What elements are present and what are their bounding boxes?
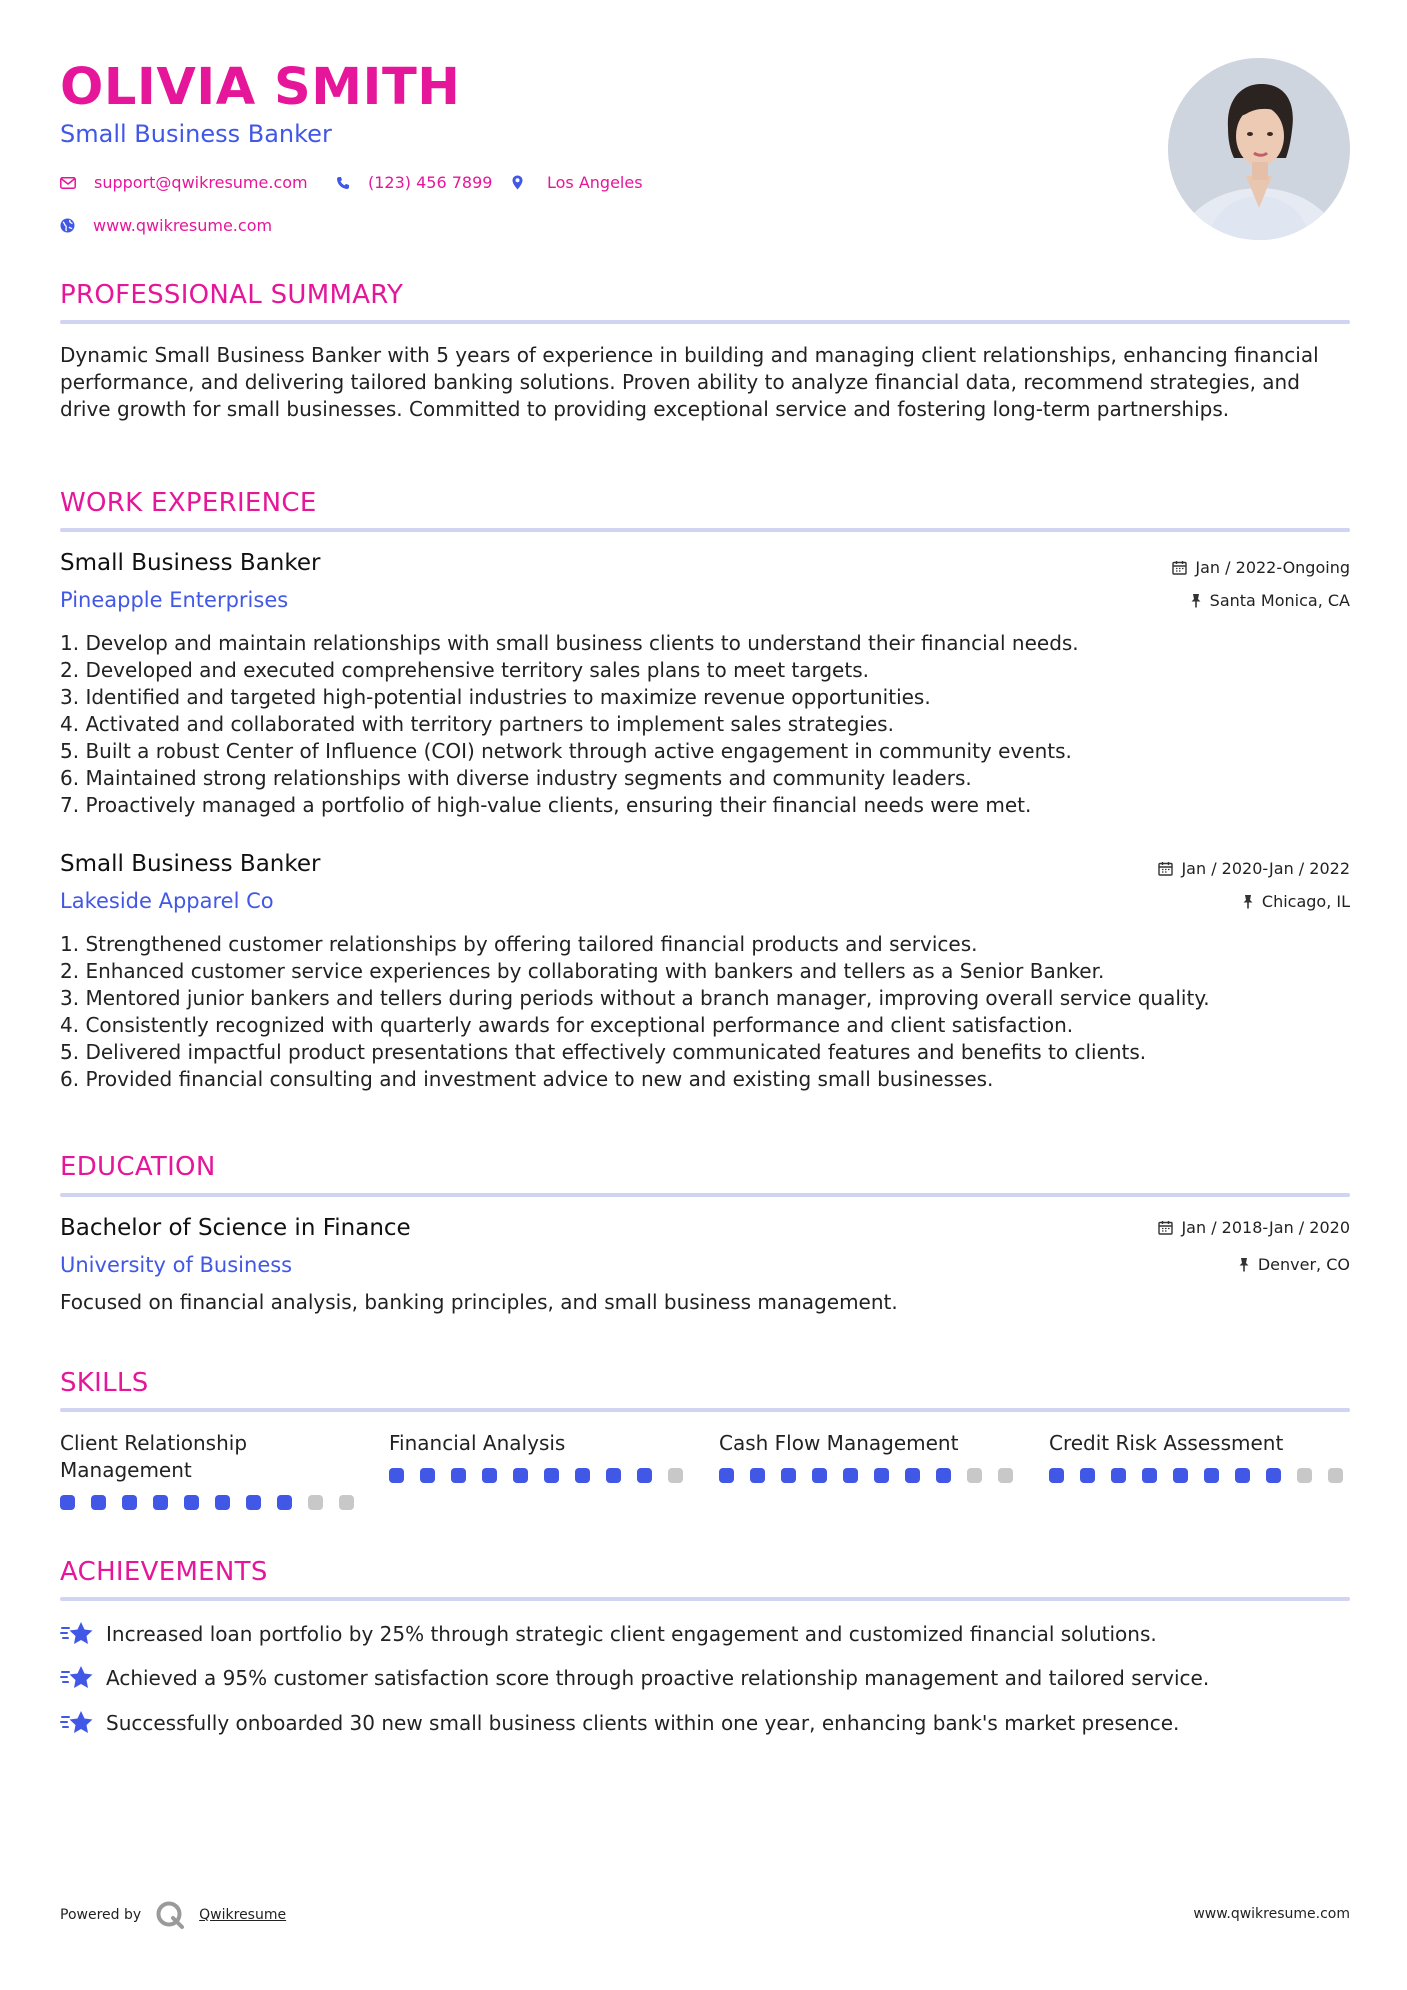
skill-dot-empty [308, 1495, 323, 1510]
calendar-icon [1158, 861, 1173, 876]
education-heading: EDUCATION [60, 1152, 216, 1182]
list-item: 2. Enhanced customer service experiences by collaborating with bankers and tellers as a Senior Banker. [60, 959, 1105, 983]
skill-dot-filled [812, 1468, 827, 1483]
degree-title: Bachelor of Science in Finance [60, 1215, 411, 1241]
job-dates [1158, 859, 1350, 878]
achievements-heading: ACHIEVEMENTS [60, 1557, 268, 1587]
pin-icon [1238, 1257, 1250, 1272]
location-text: Los Angeles [547, 173, 643, 192]
skill-rating [1049, 1468, 1343, 1483]
job-bullets [60, 630, 1350, 819]
list-item: 4. Consistently recognized with quarterly awards for exceptional performance and client satisfaction. [60, 1013, 1074, 1037]
skill-dot-filled [277, 1495, 292, 1510]
qwikresume-logo-icon [155, 1900, 185, 1930]
skill-dot-filled [91, 1495, 106, 1510]
skill-dot-filled [936, 1468, 951, 1483]
skill-dot-filled [719, 1468, 734, 1483]
skill-dot-filled [482, 1468, 497, 1483]
education-location [1238, 1255, 1350, 1274]
company-name: Lakeside Apparel Co [60, 889, 274, 913]
achievement-text: Increased loan portfolio by 25% through strategic client engagement and customized financial solutions. [106, 1622, 1157, 1646]
job-location [1242, 892, 1350, 911]
skill-dot-filled [513, 1468, 528, 1483]
calendar-icon [1158, 1220, 1173, 1235]
skill-dot-filled [1111, 1468, 1126, 1483]
skill-dot-filled [750, 1468, 765, 1483]
powered-by-label: Powered by [60, 1907, 142, 1923]
skill-name: Financial Analysis [389, 1431, 566, 1455]
skill-dot-filled [122, 1495, 137, 1510]
globe-icon [60, 218, 75, 233]
skill-dot-empty [339, 1495, 354, 1510]
skill-dot-filled [1049, 1468, 1064, 1483]
pin-icon [1190, 593, 1202, 608]
skill-dot-filled [60, 1495, 75, 1510]
phone-contact[interactable] [336, 173, 492, 192]
list-item: 1. Strengthened customer relationships by offering tailored financial products and services. [60, 932, 978, 956]
star-badge-icon [60, 1664, 96, 1692]
skill-dot-filled [246, 1495, 261, 1510]
skill-item [1049, 1430, 1349, 1457]
job-title: Small Business Banker [60, 851, 321, 877]
summary-text: Dynamic Small Business Banker with 5 years of experience in building and managing client relationships, enhancing financial performance, and delivering tailored banking solutions. Proven ability to analyze financial data, recommend strategies, and drive growth for small businesses. Committed to providing exceptional service and fostering long-term partnerships. [60, 343, 1319, 421]
skill-name: Client Relationship Management [60, 1431, 248, 1482]
list-item: 2. Developed and executed comprehensive territory sales plans to meet targets. [60, 658, 869, 682]
company-name: Pineapple Enterprises [60, 588, 289, 612]
job-location-text: Santa Monica, CA [1209, 591, 1350, 610]
email-contact[interactable] [60, 173, 308, 192]
achievement-item [60, 1664, 1209, 1692]
skill-dot-filled [637, 1468, 652, 1483]
achievements-divider [60, 1597, 1350, 1601]
phone-text[interactable]: (123) 456 7899 [368, 173, 493, 192]
skill-dot-filled [1142, 1468, 1157, 1483]
skill-dot-filled [781, 1468, 796, 1483]
skill-rating [389, 1468, 683, 1483]
experience-divider [60, 528, 1350, 532]
list-item: 1. Develop and maintain relationships with small business clients to understand their financial needs. [60, 631, 1079, 655]
skill-dot-filled [1204, 1468, 1219, 1483]
job-title: Small Business Banker [60, 550, 321, 576]
skill-dot-filled [1235, 1468, 1250, 1483]
skill-dot-filled [153, 1495, 168, 1510]
job-location-text: Chicago, IL [1261, 892, 1350, 911]
school-name: University of Business [60, 1253, 293, 1277]
job-location [1190, 591, 1350, 610]
skill-dot-empty [668, 1468, 683, 1483]
job-bullets [60, 931, 1350, 1093]
star-badge-icon [60, 1709, 96, 1737]
list-item: 6. Provided financial consulting and investment advice to new and existing small businesses. [60, 1067, 994, 1091]
list-item: 3. Identified and targeted high-potential industries to maximize revenue opportunities. [60, 685, 931, 709]
skill-dot-filled [905, 1468, 920, 1483]
envelope-icon [60, 177, 76, 189]
job-dates [1172, 558, 1350, 577]
skill-dot-filled [606, 1468, 621, 1483]
achievement-item [60, 1709, 1179, 1737]
skill-name: Credit Risk Assessment [1049, 1431, 1284, 1455]
achievement-text: Successfully onboarded 30 new small business clients within one year, enhancing bank's market presence. [106, 1711, 1180, 1735]
skill-dot-filled [184, 1495, 199, 1510]
candidate-name: OLIVIA SMITH [60, 58, 461, 117]
skill-rating [719, 1468, 1013, 1483]
skill-rating [60, 1495, 354, 1510]
job-dates-text: Jan / 2022-Ongoing [1195, 558, 1350, 577]
skill-dot-empty [1328, 1468, 1343, 1483]
education-location-text: Denver, CO [1257, 1255, 1350, 1274]
list-item: 3. Mentored junior bankers and tellers during periods without a branch manager, improving overall service quality. [60, 986, 1210, 1010]
skill-dot-empty [1297, 1468, 1312, 1483]
footer-powered-by [60, 1900, 286, 1930]
star-badge-icon [60, 1620, 96, 1648]
profile-portrait-image [1168, 58, 1350, 240]
skill-dot-filled [1080, 1468, 1095, 1483]
skill-dot-filled [1266, 1468, 1281, 1483]
achievement-text: Achieved a 95% customer satisfaction score through proactive relationship management and tailored service. [106, 1666, 1210, 1690]
list-item: 5. Delivered impactful product presentations that effectively communicated features and benefits to clients. [60, 1040, 1147, 1064]
skill-dot-filled [215, 1495, 230, 1510]
list-item: 4. Activated and collaborated with territory partners to implement sales strategies. [60, 712, 894, 736]
phone-icon [336, 176, 350, 190]
skill-dot-filled [544, 1468, 559, 1483]
list-item: 5. Built a robust Center of Influence (COI) network through active engagement in community events. [60, 739, 1072, 763]
education-dates-text: Jan / 2018-Jan / 2020 [1181, 1218, 1350, 1237]
email-text[interactable]: support@qwikresume.com [94, 173, 308, 192]
footer-website[interactable]: www.qwikresume.com [1193, 1906, 1350, 1922]
summary-divider [60, 320, 1350, 324]
qwikresume-link[interactable]: Qwikresume [199, 1907, 287, 1923]
skills-heading: SKILLS [60, 1368, 149, 1398]
skill-dot-filled [451, 1468, 466, 1483]
skill-dot-empty [967, 1468, 982, 1483]
achievement-item [60, 1620, 1157, 1648]
calendar-icon [1172, 560, 1187, 575]
skill-name: Cash Flow Management [719, 1431, 959, 1455]
skill-dot-filled [874, 1468, 889, 1483]
skill-dot-filled [420, 1468, 435, 1483]
job-dates-text: Jan / 2020-Jan / 2022 [1181, 859, 1350, 878]
location-contact [512, 173, 643, 192]
skill-item [719, 1430, 1019, 1457]
list-item: 6. Maintained strong relationships with diverse industry segments and community leaders. [60, 766, 972, 790]
skill-dot-filled [843, 1468, 858, 1483]
map-pin-icon [512, 175, 523, 190]
summary-heading: PROFESSIONAL SUMMARY [60, 280, 404, 310]
profile-photo [1168, 58, 1350, 240]
candidate-role: Small Business Banker [60, 120, 332, 148]
skill-dot-filled [575, 1468, 590, 1483]
skill-item [60, 1430, 350, 1484]
skill-dot-empty [998, 1468, 1013, 1483]
pin-icon [1242, 894, 1254, 909]
list-item: 7. Proactively managed a portfolio of high-value clients, ensuring their financial needs were met. [60, 793, 1032, 817]
experience-heading: WORK EXPERIENCE [60, 488, 317, 518]
skill-dot-filled [1173, 1468, 1188, 1483]
website-text[interactable]: www.qwikresume.com [93, 216, 273, 235]
education-divider [60, 1193, 1350, 1197]
skill-dot-filled [389, 1468, 404, 1483]
education-dates [1158, 1218, 1350, 1237]
skill-item [389, 1430, 689, 1457]
skills-divider [60, 1408, 1350, 1412]
website-contact[interactable] [60, 216, 272, 235]
education-description: Focused on financial analysis, banking principles, and small business management. [60, 1290, 898, 1314]
